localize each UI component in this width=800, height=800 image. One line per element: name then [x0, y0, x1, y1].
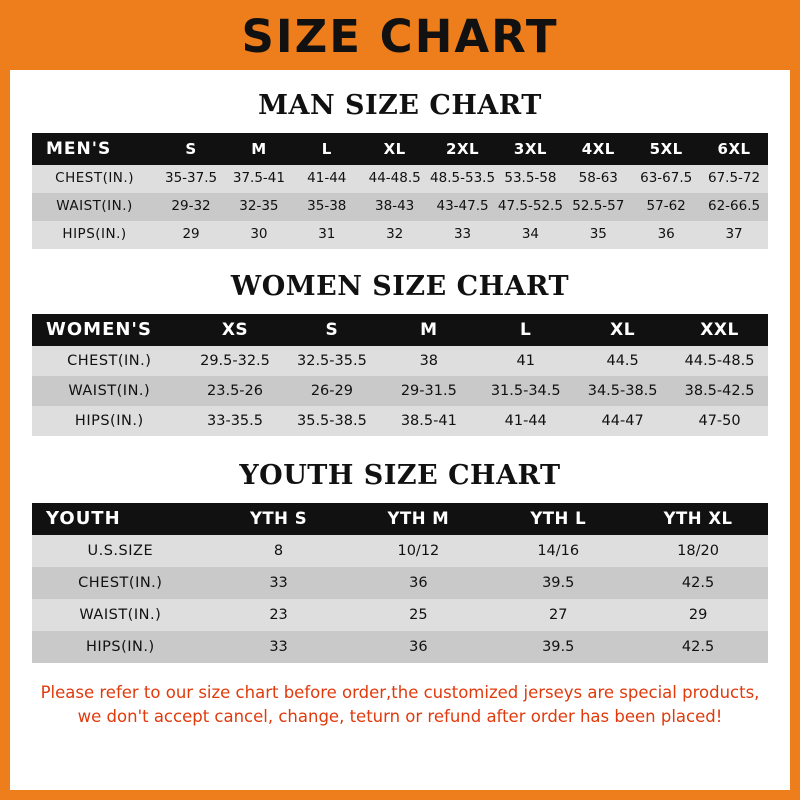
man-row-label: HIPS(IN.)	[62, 226, 127, 243]
man-cell: 32	[386, 226, 404, 243]
youth-cell: 39.5	[542, 638, 575, 655]
table-row	[32, 346, 768, 376]
table-row	[32, 221, 768, 249]
man-cell: 35-38	[307, 198, 347, 215]
man-cell: 35	[589, 226, 607, 243]
man-cell: 57-62	[646, 198, 686, 215]
youth-row-label: CHEST(IN.)	[78, 574, 163, 591]
page-title: SIZE CHART	[241, 9, 559, 63]
women-cell: 33-35.5	[207, 412, 263, 429]
women-size-header-3: M	[420, 319, 438, 340]
man-cell: 30	[250, 226, 268, 243]
women-header-row	[32, 314, 768, 346]
youth-cell: 42.5	[681, 574, 715, 591]
women-table-body	[32, 346, 768, 436]
women-cell: 38.5-42.5	[684, 382, 755, 399]
table-row	[32, 631, 768, 663]
youth-table-head	[32, 503, 768, 535]
youth-cell: 36	[409, 574, 428, 591]
man-cell: 67.5-72	[708, 170, 761, 187]
women-row-label: WAIST(IN.)	[68, 382, 151, 399]
youth-cell: 42.5	[681, 638, 715, 655]
youth-cell: 14/16	[537, 542, 580, 559]
women-cell: 47-50	[698, 412, 741, 429]
man-cell: 43-47.5	[436, 198, 489, 215]
man-cell: 33	[453, 226, 472, 243]
man-size-header-9: 6XL	[717, 139, 751, 158]
table-row	[32, 165, 768, 193]
youth-row-label: WAIST(IN.)	[79, 606, 162, 623]
youth-cell: 39.5	[542, 574, 575, 591]
table-row	[32, 599, 768, 631]
man-size-header-7: 4XL	[581, 139, 615, 158]
women-cell: 29-31.5	[400, 382, 457, 399]
man-cell: 62-66.5	[708, 198, 761, 215]
man-cell: 31	[318, 226, 336, 243]
youth-size-header-2: YTH M	[387, 508, 450, 528]
women-table-head	[32, 314, 768, 346]
youth-cell: 8	[273, 542, 284, 559]
women-cell: 44-47	[601, 412, 644, 429]
women-cell: 29.5-32.5	[200, 352, 270, 369]
man-table-head	[32, 133, 768, 165]
man-table-body	[32, 165, 768, 249]
table-row	[32, 535, 768, 567]
women-cell: 41	[516, 352, 535, 369]
man-size-header-1: S	[185, 139, 197, 158]
man-cell: 44-48.5	[368, 170, 421, 187]
women-cell: 23.5-26	[207, 382, 263, 399]
women-cell: 35.5-38.5	[297, 412, 367, 429]
man-cell: 48.5-53.5	[430, 170, 496, 187]
women-size-header-6: XXL	[700, 319, 739, 340]
man-cell: 38-43	[375, 198, 415, 215]
table-row	[32, 193, 768, 221]
women-size-table	[32, 314, 768, 436]
youth-header-row	[32, 503, 768, 535]
youth-cell: 25	[409, 606, 428, 623]
women-size-header-1: XS	[221, 319, 249, 340]
youth-cell: 10/12	[397, 542, 440, 559]
man-row-label: WAIST(IN.)	[56, 198, 133, 215]
women-row-label: CHEST(IN.)	[67, 352, 152, 369]
man-cell: 63-67.5	[640, 170, 693, 187]
youth-section-title: YOUTH SIZE CHART	[239, 460, 561, 491]
women-header-label: WOMEN'S	[46, 319, 152, 340]
man-size-header-3: L	[321, 139, 332, 158]
man-cell: 58-63	[578, 170, 618, 187]
man-size-header-4: XL	[383, 139, 406, 158]
youth-table-body	[32, 535, 768, 663]
women-size-header-5: XL	[610, 319, 636, 340]
man-cell: 37	[725, 226, 743, 243]
footer-note	[32, 681, 768, 729]
man-cell: 34	[521, 226, 540, 243]
man-size-header-6: 3XL	[513, 139, 547, 158]
women-cell: 44.5-48.5	[684, 352, 755, 369]
women-cell: 38	[419, 352, 439, 369]
youth-header-label: YOUTH	[46, 508, 121, 529]
footer-note-line-2: we don't accept cancel, change, teturn or refund after order has been placed!	[77, 706, 723, 726]
man-size-header-2: M	[251, 139, 267, 158]
content	[10, 90, 790, 729]
women-cell: 44.5	[606, 352, 639, 369]
man-cell: 29-32	[171, 198, 211, 215]
youth-cell: 18/20	[677, 542, 719, 559]
youth-row-label: HIPS(IN.)	[85, 638, 155, 655]
women-size-header-2: S	[325, 319, 339, 340]
women-row-label: HIPS(IN.)	[74, 412, 144, 429]
man-size-header-5: 2XL	[446, 139, 480, 158]
man-cell: 32-35	[239, 198, 279, 215]
youth-cell: 36	[409, 638, 428, 655]
man-header-row	[32, 133, 768, 165]
man-size-header-8: 5XL	[649, 139, 683, 158]
man-size-table	[32, 133, 768, 249]
youth-cell: 29	[688, 606, 708, 623]
table-row	[32, 376, 768, 406]
man-cell: 47.5-52.5	[497, 198, 563, 215]
youth-size-table	[32, 503, 768, 663]
footer-note-line-1: Please refer to our size chart before order,the customized jerseys are special products,	[40, 683, 760, 702]
youth-cell: 27	[549, 606, 568, 623]
man-cell: 37.5-41	[232, 170, 285, 187]
youth-cell: 33	[269, 574, 288, 591]
women-cell: 31.5-34.5	[490, 382, 561, 399]
youth-row-label: U.S.SIZE	[87, 542, 154, 559]
table-row	[32, 406, 768, 436]
man-header-label: MEN'S	[46, 138, 112, 159]
youth-size-header-4: YTH XL	[663, 508, 733, 528]
women-cell: 34.5-38.5	[587, 382, 658, 399]
banner	[10, 0, 790, 70]
women-cell: 26-29	[310, 382, 353, 399]
man-cell: 36	[657, 226, 675, 243]
man-row-label: CHEST(IN.)	[55, 170, 134, 187]
youth-size-header-3: YTH L	[530, 508, 587, 528]
man-cell: 52.5-57	[572, 198, 625, 215]
youth-cell: 33	[269, 638, 288, 655]
women-cell: 41-44	[504, 412, 547, 429]
women-cell: 38.5-41	[400, 412, 457, 429]
man-cell: 53.5-58	[504, 170, 557, 187]
man-section-title: MAN SIZE CHART	[258, 90, 542, 121]
man-cell: 29	[182, 226, 200, 243]
table-row	[32, 567, 768, 599]
youth-cell: 23	[269, 606, 288, 623]
man-cell: 35-37.5	[164, 170, 218, 187]
women-size-header-4: L	[520, 319, 532, 340]
youth-size-header-1: YTH S	[249, 508, 308, 528]
man-cell: 41-44	[307, 170, 347, 187]
women-cell: 32.5-35.5	[297, 352, 367, 369]
women-section-title: WOMEN SIZE CHART	[230, 271, 570, 302]
